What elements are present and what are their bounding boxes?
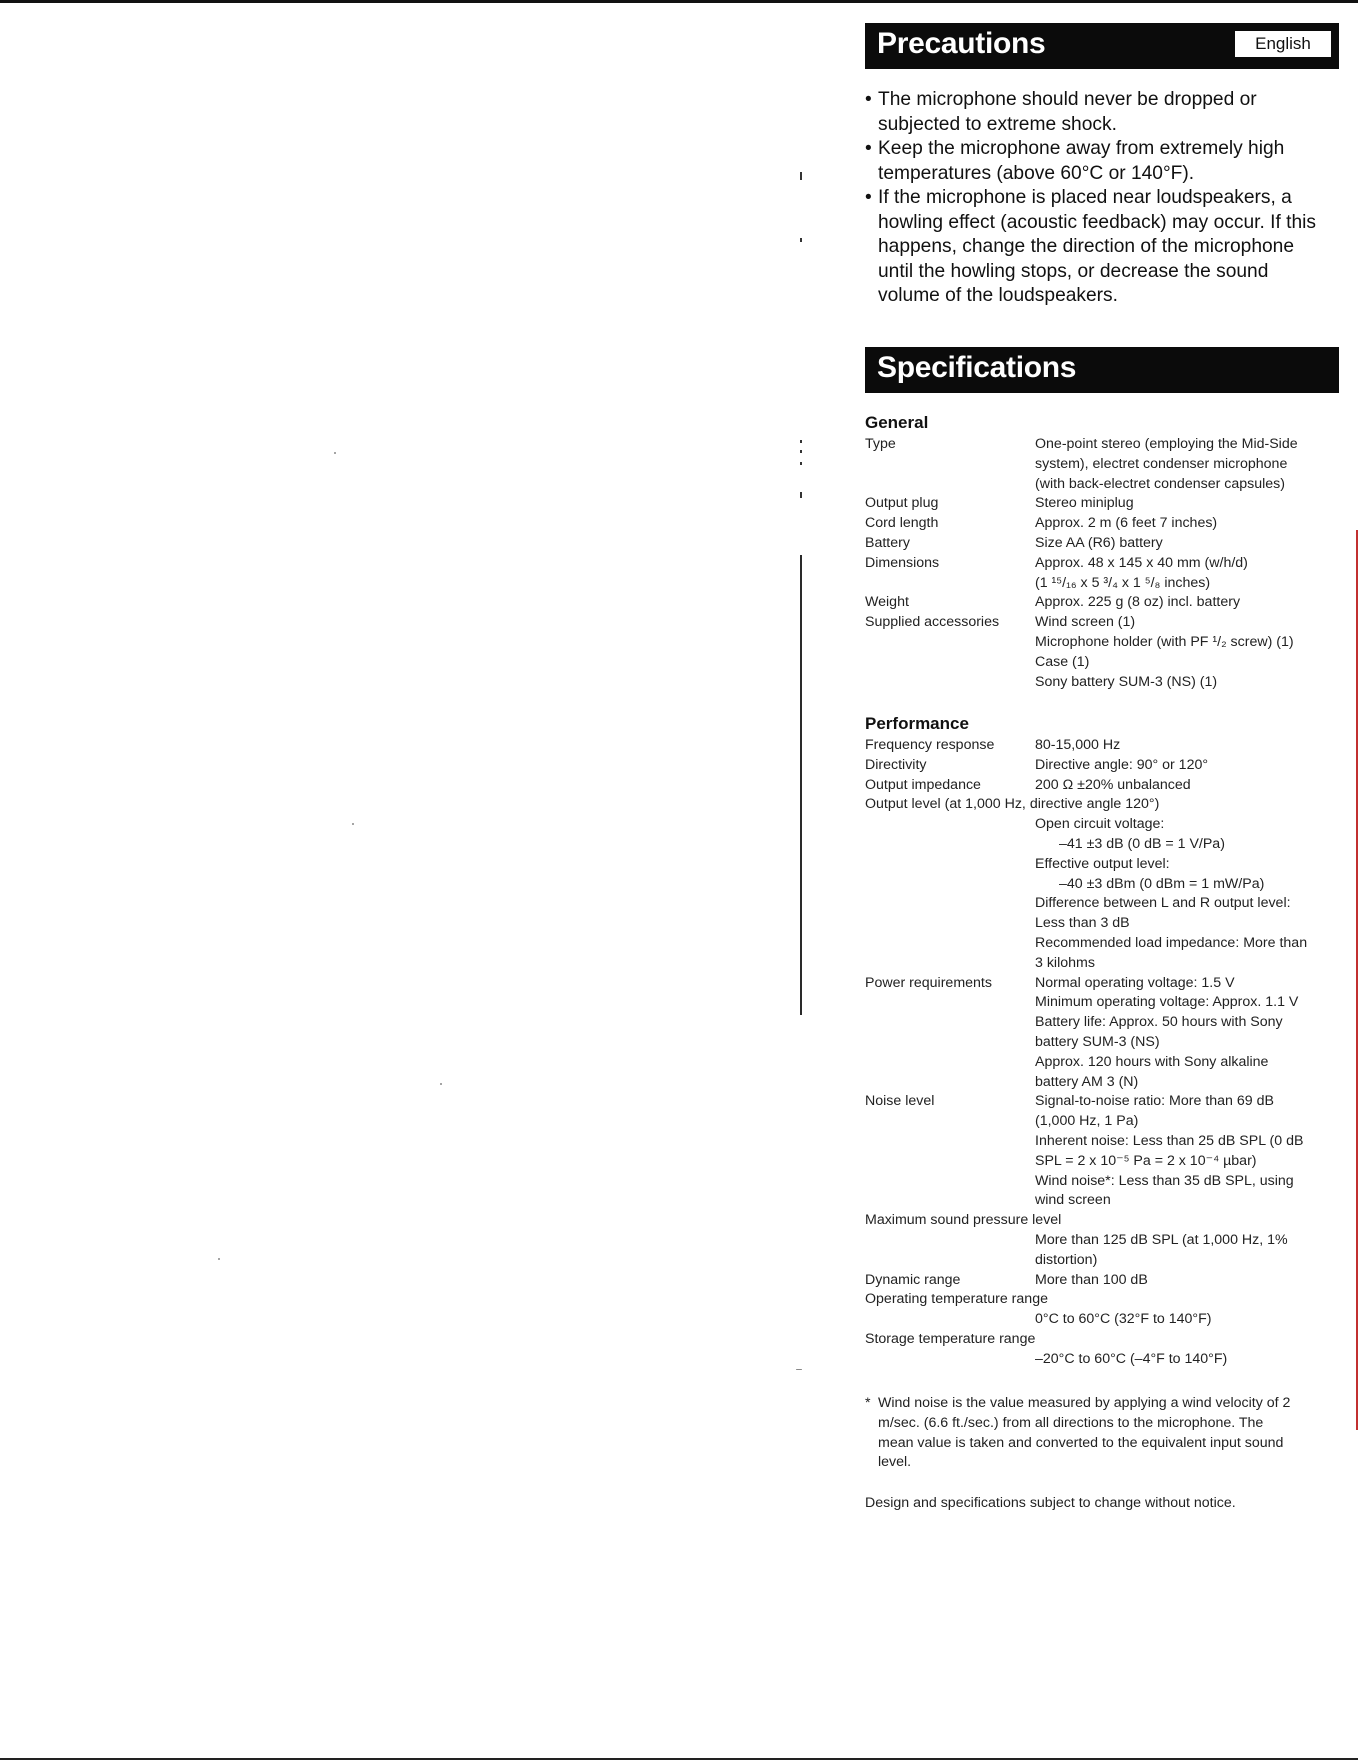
spec-values [1035, 974, 1339, 1093]
precautions-list [865, 88, 1339, 309]
spec-values [1035, 593, 1339, 613]
spec-value-line: Signal-to-noise ratio: More than 69 dB [1035, 1093, 1274, 1110]
spec-values [1035, 736, 1339, 756]
spec-values [1035, 1350, 1339, 1370]
spec-value-line: Effective output level: [1035, 855, 1170, 872]
spec-label: Frequency response [865, 737, 995, 753]
scan-speck [218, 1258, 220, 1260]
spec-value-line: Approx. 225 g (8 oz) incl. battery [1035, 594, 1241, 611]
performance-heading: Performance [865, 714, 969, 733]
footnote-text [865, 1394, 1345, 1473]
precaution-item [865, 88, 1339, 137]
footnote-marker: * [865, 1395, 871, 1411]
spec-label: Directivity [865, 756, 927, 773]
spec-value-line: Wind noise*: Less than 35 dB SPL, using [1035, 1172, 1294, 1189]
spec-value-line: 3 kilohms [1035, 954, 1095, 971]
spec-values [1035, 776, 1339, 796]
spec-row [865, 736, 1339, 756]
footnote-line: level. [878, 1454, 912, 1471]
spec-value-line: Recommended load impedance: More than [1035, 934, 1308, 951]
spec-label: Type [865, 436, 896, 452]
precaution-line: howling effect (acoustic feedback) may occur. If this [878, 211, 1316, 233]
spec-label: Weight [865, 594, 909, 611]
spec-values [1035, 756, 1339, 776]
bullet-icon: • [865, 138, 872, 159]
precaution-item [865, 186, 1339, 309]
precaution-item [865, 137, 1339, 186]
spec-value-line: wind screen [1035, 1192, 1111, 1209]
spec-value-line: battery SUM-3 (NS) [1035, 1033, 1160, 1050]
precaution-line: until the howling stops, or decrease the sound [878, 260, 1269, 282]
spec-row [865, 435, 1339, 494]
spec-value-line: One-point stereo (employing the Mid-Side [1035, 436, 1298, 452]
spec-label: Noise level [865, 1093, 935, 1110]
spec-value-line: 0°C to 60°C (32°F to 140°F) [1035, 1311, 1212, 1328]
spec-row [865, 974, 1339, 1093]
spec-row [865, 494, 1339, 514]
spec-value-line: Open circuit voltage: [1035, 816, 1165, 833]
spec-label: Supplied accessories [865, 614, 1000, 631]
performance-spec-table [865, 736, 1339, 1370]
fold-mark [800, 238, 802, 242]
precautions-title: Precautions [877, 27, 1046, 60]
spec-row [865, 756, 1339, 776]
scan-speck [796, 1369, 802, 1370]
spec-values [1035, 613, 1339, 692]
spec-value-line: (1,000 Hz, 1 Pa) [1035, 1113, 1139, 1130]
spec-row [865, 534, 1339, 554]
spec-value-line: (with back-electret condenser capsules) [1035, 475, 1285, 492]
spec-row [865, 795, 1339, 973]
spec-values [1035, 1231, 1339, 1271]
spec-value-line: Minimum operating voltage: Approx. 1.1 V [1035, 994, 1299, 1011]
spec-label: Operating temperature range [865, 1291, 1048, 1308]
spec-value-line: Less than 3 dB [1035, 915, 1130, 932]
general-heading: General [865, 413, 929, 432]
spec-value-line: Size AA (R6) battery [1035, 534, 1163, 551]
spec-row [865, 554, 1339, 594]
bullet-icon: • [865, 187, 872, 208]
fold-mark [800, 492, 802, 498]
spec-value-line: Approx. 2 m (6 feet 7 inches) [1035, 515, 1218, 532]
scan-speck [440, 1083, 442, 1085]
spec-value-line: Approx. 48 x 145 x 40 mm (w/h/d) [1035, 554, 1248, 571]
spec-values [1035, 815, 1339, 973]
spec-value-line: Wind screen (1) [1035, 614, 1136, 631]
fold-mark [800, 172, 802, 180]
spec-value-line: 80-15,000 Hz [1035, 737, 1121, 753]
spec-row [865, 514, 1339, 534]
spec-label: Output level (at 1,000 Hz, directive angle 120°) [865, 796, 1160, 813]
scan-speck [334, 452, 336, 454]
specifications-banner [865, 347, 1339, 393]
spec-value-line: More than 125 dB SPL (at 1,000 Hz, 1% [1035, 1231, 1288, 1248]
wind-noise-footnote [865, 1394, 1345, 1473]
spec-row [865, 1092, 1339, 1211]
precaution-line: The microphone should never be dropped or [878, 89, 1257, 110]
spec-values [1035, 534, 1339, 554]
footnote-line: mean value is taken and converted to the equivalent input sound [878, 1434, 1284, 1451]
spec-values [1035, 1271, 1339, 1291]
bottom-edge-rule [0, 1758, 1358, 1760]
spec-value-line: 200 Ω ±20% unbalanced [1035, 776, 1191, 793]
spec-value-line: SPL = 2 x 10⁻⁵ Pa = 2 x 10⁻⁴ µbar) [1035, 1152, 1257, 1169]
spec-value-line: Difference between L and R output level: [1035, 895, 1291, 912]
spec-value-line: Approx. 120 hours with Sony alkaline [1035, 1053, 1269, 1070]
spec-value-line: –40 ±3 dBm (0 dBm = 1 mW/Pa) [1059, 875, 1265, 892]
spec-label: Dynamic range [865, 1271, 961, 1288]
spec-value-line: distortion) [1035, 1251, 1098, 1268]
spec-label: Battery [865, 534, 910, 551]
spec-row [865, 776, 1339, 796]
precautions-banner [865, 23, 1339, 69]
fold-mark [800, 440, 802, 443]
footnote-line: Wind noise is the value measured by applying a wind velocity of 2 [878, 1395, 1291, 1411]
fold-binding-line [800, 555, 802, 1015]
spec-row [865, 1290, 1339, 1330]
general-spec-table [865, 435, 1339, 692]
precaution-line: subjected to extreme shock. [878, 113, 1117, 135]
language-badge: English [1235, 31, 1331, 57]
spec-value-line: –20°C to 60°C (–4°F to 140°F) [1035, 1350, 1228, 1367]
spec-row [865, 613, 1339, 692]
spec-value-line: Microphone holder (with PF ¹/₂ screw) (1) [1035, 633, 1294, 650]
spec-value-line: system), electret condenser microphone [1035, 455, 1288, 472]
precaution-line: happens, change the direction of the microphone [878, 236, 1295, 257]
fold-mark [800, 462, 802, 465]
bullet-icon: • [865, 89, 872, 110]
spec-value-line: (1 ¹⁵/₁₆ x 5 ³/₄ x 1 ⁵/₈ inches) [1035, 574, 1211, 591]
spec-value-line: Inherent noise: Less than 25 dB SPL (0 dB [1035, 1132, 1304, 1149]
spec-values [1035, 554, 1339, 594]
spec-label: Output plug [865, 495, 939, 512]
spec-row [865, 1211, 1339, 1270]
spec-value-line: Directive angle: 90° or 120° [1035, 756, 1209, 773]
precaution-line: If the microphone is placed near loudspeakers, a [878, 187, 1292, 208]
precaution-line: Keep the microphone away from extremely high [878, 138, 1285, 159]
spec-values [1035, 1092, 1339, 1211]
spec-value-line: More than 100 dB [1035, 1271, 1148, 1288]
fold-mark [800, 450, 802, 453]
spec-value-line: Stereo miniplug [1035, 495, 1134, 512]
top-edge-rule [0, 0, 1358, 3]
precaution-line: temperatures (above 60°C or 140°F). [878, 162, 1195, 184]
spec-row [865, 1330, 1339, 1370]
spec-value-line: Normal operating voltage: 1.5 V [1035, 974, 1235, 991]
scan-speck [352, 823, 354, 825]
spec-row [865, 1271, 1339, 1291]
spec-label: Cord length [865, 515, 939, 532]
spec-value-line: Case (1) [1035, 653, 1090, 670]
spec-values [1035, 514, 1339, 534]
spec-value-line: –41 ±3 dB (0 dB = 1 V/Pa) [1059, 835, 1225, 852]
precaution-line: volume of the loudspeakers. [878, 285, 1118, 306]
spec-label: Maximum sound pressure level [865, 1212, 1062, 1229]
spec-label: Storage temperature range [865, 1330, 1036, 1347]
footnote-line: m/sec. (6.6 ft./sec.) from all directions to the microphone. The [878, 1414, 1264, 1431]
spec-values [1035, 435, 1339, 494]
specifications-title: Specifications [877, 351, 1077, 384]
spec-value-line: battery AM 3 (N) [1035, 1073, 1139, 1090]
spec-label: Dimensions [865, 554, 940, 571]
spec-row [865, 593, 1339, 613]
spec-label: Power requirements [865, 974, 992, 991]
design-notice: Design and specifications subject to change without notice. [865, 1495, 1236, 1511]
spec-value-line: Sony battery SUM-3 (NS) (1) [1035, 673, 1218, 690]
spec-value-line: Battery life: Approx. 50 hours with Sony [1035, 1014, 1283, 1031]
spec-values [1035, 1310, 1339, 1330]
spec-label: Output impedance [865, 776, 981, 793]
spec-values [1035, 494, 1339, 514]
